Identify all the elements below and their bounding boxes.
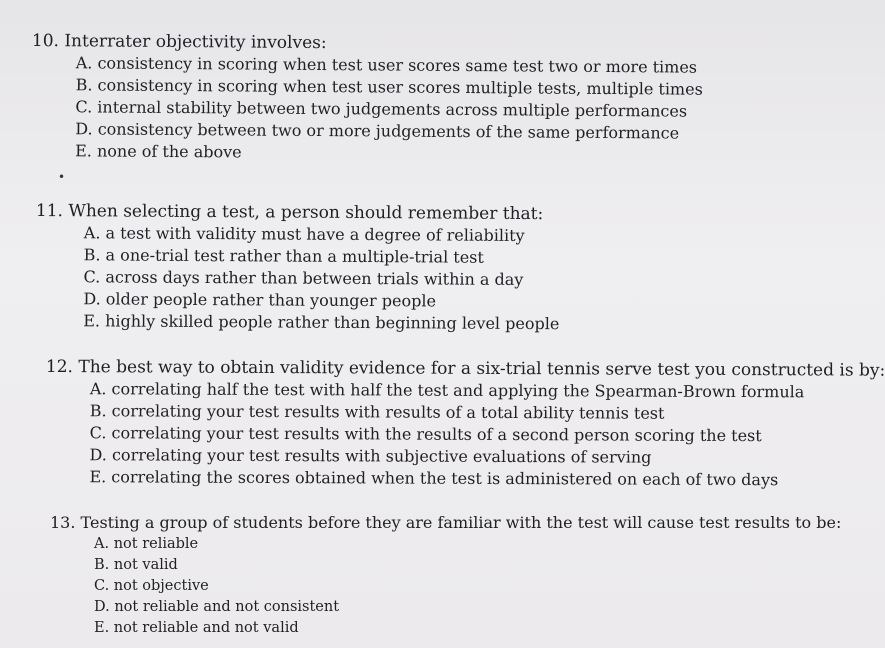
question-10 bbox=[31, 30, 703, 167]
answer-option-c: C. correlating your test results with the results of a second person scoring the test bbox=[89, 423, 762, 446]
answer-option-a: A. a test with validity must have a degree of reliability bbox=[83, 223, 525, 245]
answer-options bbox=[89, 378, 885, 491]
answer-option-e: E. none of the above bbox=[75, 141, 242, 162]
answer-option-b: B. a one-trial test rather than a multiple-trial test bbox=[83, 245, 484, 267]
answer-option-c: C. internal stability between two judgements across multiple performances bbox=[75, 97, 688, 121]
answer-options bbox=[94, 534, 841, 639]
answer-option-a: A. not reliable bbox=[94, 536, 199, 552]
answer-option-c: C. not objective bbox=[94, 578, 209, 594]
answer-options bbox=[75, 52, 703, 166]
question-13 bbox=[50, 512, 841, 639]
question-text: Interrater objectivity involves: bbox=[64, 31, 327, 54]
answer-option-e: E. not reliable and not valid bbox=[94, 620, 299, 636]
question-text: Testing a group of students before they are familiar with the test will cause test results to be: bbox=[80, 513, 842, 532]
answer-options bbox=[83, 222, 560, 335]
answer-option-d: D. consistency between two or more judgements of the same performance bbox=[75, 119, 680, 143]
answer-option-e: E. highly skilled people rather than beginning level people bbox=[83, 311, 560, 334]
answer-option-a: A. correlating half the test with half the test and applying the Spearman-Brown formula bbox=[89, 379, 805, 402]
question-text: The best way to obtain validity evidence for a six-trial tennis serve test you constructed is by: bbox=[78, 357, 885, 381]
question-number: 13. bbox=[50, 513, 76, 532]
answer-option-b: B. not valid bbox=[94, 557, 178, 573]
question-text: When selecting a test, a person should remember that: bbox=[68, 201, 544, 225]
answer-option-b: B. correlating your test results with results of a total ability tennis test bbox=[89, 401, 665, 423]
question-11 bbox=[35, 200, 560, 335]
answer-option-e: E. correlating the scores obtained when the test is administered on each of two days bbox=[89, 467, 779, 490]
question-number: 11. bbox=[35, 200, 64, 222]
question-stem bbox=[50, 512, 841, 534]
answer-option-d: D. correlating your test results with subjective evaluations of serving bbox=[89, 445, 652, 467]
question-stem bbox=[36, 200, 560, 225]
answer-option-d: D. older people rather than younger people bbox=[83, 289, 437, 311]
question-12 bbox=[45, 356, 885, 492]
answer-option-b: B. consistency in scoring when test user scores multiple tests, multiple times bbox=[75, 75, 703, 99]
question-number: 10. bbox=[31, 30, 60, 52]
answer-option-d: D. not reliable and not consistent bbox=[94, 599, 340, 615]
question-number: 12. bbox=[45, 357, 74, 378]
answer-option-a: A. consistency in scoring when test user scores same test two or more times bbox=[75, 53, 698, 77]
answer-option-c: C. across days rather than between trials within a day bbox=[83, 267, 524, 289]
pen-mark: • bbox=[58, 170, 66, 184]
